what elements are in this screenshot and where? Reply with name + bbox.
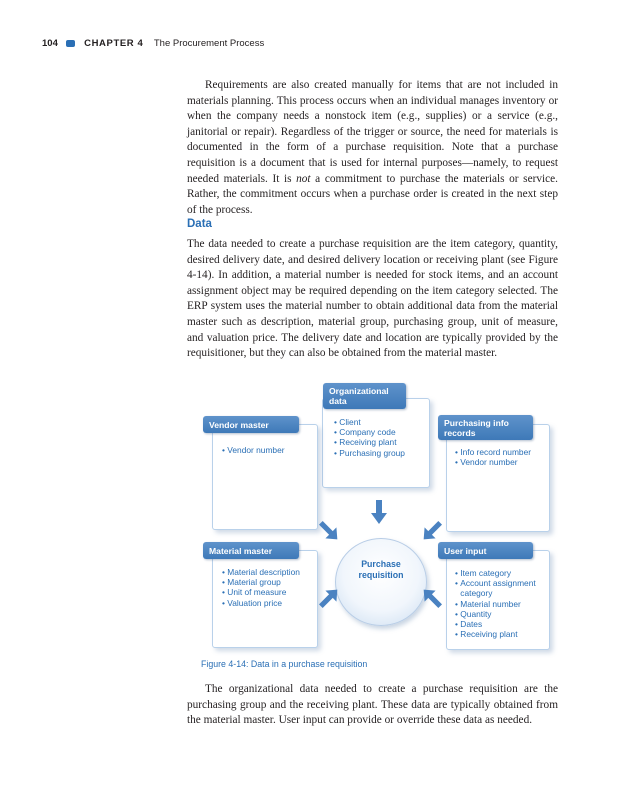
purchase-requisition-label: Purchase requisition (358, 559, 404, 580)
list-item: • Receiving plant (455, 629, 546, 639)
list-item: • Dates (455, 619, 546, 629)
paragraph-data: The data needed to create a purchase requisition are the item category, quantity, desired delivery date, and desired delivery location or receiving plant (see Figure 4-14). In addition, a material number is needed for stock items, and an account assignment object may be required depending on the item category selected. The ERP system uses the material number to obtain additional data from the material master such as description, material group, purchasing group, unit of measure, and valuation price. The delivery date and location are typically provided by the requisitioner, but they can also be obtained from the material master. (187, 238, 558, 360)
list-item: • Receiving plant (334, 437, 405, 447)
list-item: • Client (334, 417, 405, 427)
figure-caption: Figure 4-14: Data in a purchase requisition (201, 659, 368, 669)
vendor-master-list (222, 445, 285, 455)
card-organizational-data (322, 398, 430, 488)
card-vendor-master (212, 424, 318, 530)
card-purchasing-info-records (446, 424, 550, 532)
list-item: • Purchasing group (334, 448, 405, 458)
list-item: • Quantity (455, 609, 546, 619)
purchase-requisition-node (335, 538, 427, 626)
list-item: • Company code (334, 427, 405, 437)
list-item: • Valuation price (222, 598, 300, 608)
section-heading: Data (187, 218, 212, 230)
paragraph1-start: Requirements are also created manually for items that are not included in materials planning. This process occurs when an individual manages inventory or when the company needs a nonstock item (e.g., supplies) or a service (e.g., janitorial or repair). Regardless of the trigger or source, the need for materials is documented in the form of a purchase requisition. Note that a purchase requisition is a document that is used for internal purposes—namely, to request needed materials. It is (187, 79, 558, 185)
list-item: • Vendor number (222, 445, 285, 455)
account-assignment-text: Account assignment category (460, 578, 536, 599)
card-header-material-master: Material master (203, 542, 299, 559)
list-item: • Material description (222, 567, 300, 577)
card-header-vendor-master: Vendor master (203, 416, 299, 433)
header-square-icon (66, 40, 75, 47)
paragraph-requirements (187, 78, 558, 218)
material-master-list (222, 567, 300, 608)
arrow-up-right-icon (319, 586, 341, 608)
page-number: 104 (42, 38, 58, 49)
arrow-down-left-icon (420, 521, 442, 543)
card-header-user-input: User input (438, 542, 533, 559)
chapter-label: CHAPTER 4 (84, 38, 144, 49)
arrow-up-left-icon (420, 586, 442, 608)
arrow-down-right-icon (319, 521, 341, 543)
chapter-title: The Procurement Process (153, 38, 265, 49)
list-item (455, 578, 546, 598)
organizational-data-list (334, 417, 405, 458)
emphasis-not: not (296, 172, 311, 185)
card-material-master (212, 550, 318, 648)
arrow-down-icon (371, 500, 387, 524)
card-header-organizational-data: Organizational data (323, 383, 406, 409)
figure-purchase-requisition-data (187, 378, 559, 674)
list-item: • Unit of measure (222, 587, 300, 597)
purchasing-info-list (455, 447, 531, 467)
running-header (42, 38, 264, 49)
paragraph1-end: a commitment to purchase the materials or service. Rather, the commitment occurs when a purchase order is created in the next step of the process. (187, 172, 558, 216)
card-header-purchasing-info-records: Purchasing info records (438, 415, 533, 440)
card-user-input (446, 550, 550, 650)
user-input-list (455, 568, 546, 639)
list-item: • Material number (455, 599, 546, 609)
list-item: • Item category (455, 568, 546, 578)
paragraph-organizational-data: The organizational data needed to create a purchase requisition are the purchasing group and the receiving plant. These data are typically obtained from the material master. User input can provide or override these data as needed. (187, 683, 558, 727)
list-item: • Material group (222, 577, 300, 587)
list-item: • Info record number (455, 447, 531, 457)
list-item: • Vendor number (455, 457, 531, 467)
